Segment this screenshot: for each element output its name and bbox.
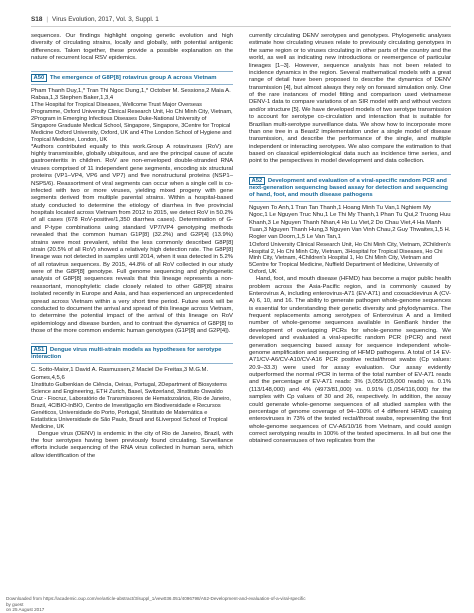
abstract-a50-text: Group A rotaviruses (RoV) are highly transmissible, globally ubiquitous, and are the principal cause of acute gastroenteritis in children. RoV are non-enveloped double-stranded RNA viruses comprised of 11 independent gene segments, encoding six structural proteins (VP1–VP4, VP6 and VP7) and five nonstructural proteins (NSP1–NSP5/6). Reassortment of viral segments can occur when a single cell is co-infected with two or more viruses, yielding mixed progeny with gene segments derived from multiple parental strains. Within a hospital-based study conducted to determine the etiology of diarrhea in five provincial hospitals located across Vietnam from 2012 to 2015, we detect RoV in 50.2% of all cases (678 RoV-positive/1,350 diarrhea cases). Determination of G- and P-type combinations using standard VP7/VP4 genotyping methods revealed that the common human G1P[8] (32.2%) and G2P[4] (13.9%) strains were most prevalent, whilst the less commonly described G8P[8] strain (20.5% of all RoV) showed a relatively high detection rate. The G8P[8] lineage was not detected in samples until 2014, when it was detected in 5.2% of all rotavirus sequences. By 2015, 44.8% of all RoV collected in our study were of the G8P[8] genotype. Full genome sequencing and phylogenetic analysis of G8P[8] sequences reveals that this lineage represents a non-reassortant, monophyletic clade closely related to other G8P[8] strains isolated recently in Europe and Asia, and has experienced an unprecedented spread across Vietnam within a very short time period. Future work will be conducted to document the arrival and spread of this lineage across Vietnam, to determine the potential impact of the arrival of this lineage on RoV epidemiology and disease burden, and to contrast the dynamics of G8P[8] to those of the more common endemic human genotypes (G1P[8] and G2P[4]). <box>31 143 233 335</box>
abstract-a51-title: Dengue virus multi-strain models as hypotheses for serotype interaction <box>31 347 222 361</box>
abstract-a50-title: The emergence of G8P[8] rotavirus group A across Vietnam <box>49 74 217 81</box>
abstract-a50-affiliations: 1The Hospital for Tropical Diseases, Wellcome Trust Major Overseas Programme, Oxford University Clinical Research Unit, Ho Chi Minh City, Vietnam, 2Program in Emerging Infectious Diseases Duke-National University of Singapore Graduate Medical School, Singapore, Singapore, 3Centre for Tropical Medicine Oxford University, Oxford, UK and 4The London School of Hygiene and Tropical Medicine, London, UK <box>31 102 233 143</box>
abstract-a51-body-start: Dengue virus (DENV) is endemic in the city of Rio de Janeiro, Brazil, with the four serotypes having been previously found circulating. Surveillance efforts include sequencing of the RNA virus collected in human sera, which allow identification of the <box>31 430 233 459</box>
page-number: S18 <box>31 16 43 23</box>
download-footer <box>6 596 466 613</box>
download-url-line[interactable]: Downloaded from https://academic.oup.com/ve/article-abstract/3/suppl_1/vew036.051/4096798/A52-Development-and-evaluation-of-a-viral-specific <box>6 596 306 601</box>
abstract-a52-authors: Nguyen To Anh,1 Tran Tan Thanh,1 Hoang Minh Tu Van,1 Nghiem My Ngoc,1 Le Nguyen Truc Nhu,1 Le Thi My Thanh,1 Phan Tu Qui,2 Truong Huu Khanh,3 Le Nguyen Thanh Nhan,4 Ho Lu Viet,2 Do Chau Viet,4 Ha Manh Tuan,3 Nguyen Thanh Hung,3 Nguyen Van Vinh Chau,2 Guy Thwaites,1,5 H. Rogier van Doorn,1,5 Le Van Tan,1 <box>249 204 451 241</box>
abstract-a50-title-bar <box>31 71 233 85</box>
abstract-a52-id: A52 <box>249 177 265 185</box>
abstract-a51-title-bar <box>31 343 233 364</box>
abstract-a51-id: A51 <box>31 346 47 354</box>
download-date-line: on 25 August 2017 <box>6 607 45 613</box>
abstract-a50-id: A50 <box>31 74 47 82</box>
abstract-a50-body <box>31 144 233 336</box>
abstract-a51-authors: C. Sotto-Maior,1 David A. Rasmussen,2 Maciel De Freitas,3 M.G.M. Gomes,4,5,6 <box>31 367 209 381</box>
download-guest-line: by guest <box>6 601 24 607</box>
abstract-a51-affiliations: 1Instituto Gulbenkian de Ciência, Oeiras, Portugal, 2Department of Biosystems Science and Engineering, ETH Zurich, Basel, Switzerland, 3Instituto Oswaldo Cruz - Fiocruz, Laboratório de Transmissores de Hematozoários, Rio de Janeiro, Brazil, 4CIBIO-InBIO, Centro de Investigação em Biodiversidade e Recursos Genéticos, Universidade do Porto, Portugal, 5Instituto de Matemática e Estatística Universidade de São Paulo, Brazil and 6Liverpool School of Tropical Medicine, UK <box>31 382 231 430</box>
abstract-a52-title: Development and evaluation of a viral-specific random PCR and next-generation sequencing based assay for detection and sequencing of hand, foot, and mouth disease pathogens <box>249 177 449 198</box>
abstract-a52-title-bar <box>249 174 451 202</box>
right-column <box>249 33 451 446</box>
abstract-a50-note: *Authors contributed equally to this work. <box>31 143 147 150</box>
header-separator: | <box>46 16 49 23</box>
abstract-a52-affiliations: 1Oxford University Clinical Research Unit, Ho Chi Minh City, Vietnam, 2Children's Hospital 2, Ho Chi Minh City, Vietnam, 3Hospital for Tropical Diseases, Ho Chi Minh City, Vietnam, 4Children's Hospital 1, Ho Chi Minh City, Vietnam and 5Centre for Tropical Medicine, Nuffield Department of Medicine, University of Oxford, UK <box>249 241 451 276</box>
header-rule <box>31 26 451 27</box>
abstract-a50-authors: Pham Thanh Duy,1,* Tran Thi Ngoc Dung,1,* October M. Sessions,2 Maia A. Rabaa,1,3 Stephen Baker,1,3,4 <box>31 87 231 101</box>
running-header <box>31 16 451 23</box>
left-column <box>31 33 233 460</box>
abstract-a52-body: Hand, foot, and mouth disease (HFMD) has become a major public health problem across the Asia-Pacific region, and is commonly caused by Enterovirus A, including enterovirus-A71 (EV-A71) and coxsackievirus A (CV-A) 6, 10, and 16. The ability to generate pathogen whole-genome sequences is essential for understanding their genetic diversity and phylodynamics. The frequent replacements among serotypes of Enterovirus A and a limited number of whole-genome sequences available in GenBank hinder the development of overlapping PCRs for whole-genome sequencing. We developed and evaluated a viral-specific random PCR (rPCR) and next generation sequencing based assay for sequence independent whole-genome amplification and sequencing of HFMD pathogens. A total of 14 EV-A71/CV-A6/CV-A10/CV-A16 PCR positive rectal/throat swabs (Cp values: 20.9–33.3) were used for assay evaluation. Our assay evidently outperformed the normal rPCR in terms of the total number of EV-A71 reads and the percentage of EV-A71 reads: 3% (3,055/105,000 reads) vs. 0.1% (113/148,000) and 4% (4973/81,000) vs. 0.91% (1,054/116,000) for the samples with Cp values of 30 and 26, respectively. In addition, the assay could generate whole-genome sequences of all studied samples with the percentage of genome coverage of 94–100% of 4 different HFMD causing enteroviruses in 73% of the tested rectal/throat swabs, representing the first whole-genome sequences of CV-A6/10/16 from Vietnam, and could assign correct serotyping results in 100% of the tested specimens. In all but one the obtained consensuses of two replicates from the <box>249 276 451 445</box>
journal-name: Virus Evolution, 2017, Vol. 3, Suppl. 1 <box>52 16 159 23</box>
intro-paragraph: sequences. Our findings highlight ongoing genetic evolution and high diversity of circulating strains, locally and globally, with potential antigenic differences. Taken together, these provide a possible explanation on the nature of recurrent local RSV epidemics. <box>31 33 233 62</box>
abstract-a51-body-continued: currently circulating DENV serotypes and genotypes. Phylogenetic analyses estimate how circulating viruses relate to previously circulating genotypes in the same region or to viruses circulating in other parts of the country and the world, as well as indicating new introductions or reemergence of particular lineages [1–3]. However, sequence analysis has not been related to incidence dynamics in the region. Several mathematical models with a great range of detail have been proposed to describe the dynamics of DENV transmission [4], but almost always they rely on forward simulation only. One of the rare instances of model fitting and comparison used vietnamese DENV-1 data to compare variations of an SIR model with and without vectors and/or structure [5]. We have developed models of two serotype transmission to account for serotype co-circulation and interaction that is suitable for Brazilian multi-serotype surveillance data. We show how to incorporate more than one tree in a Beast2 implementation under a single model of disease transmission, and describe the performance of the single, and multiple independent or interacting serotypes. We also compare the estimation to that based on classical epidemiological data such as incidence time series, and point to the perspectives in model development and data collection. <box>249 33 451 165</box>
